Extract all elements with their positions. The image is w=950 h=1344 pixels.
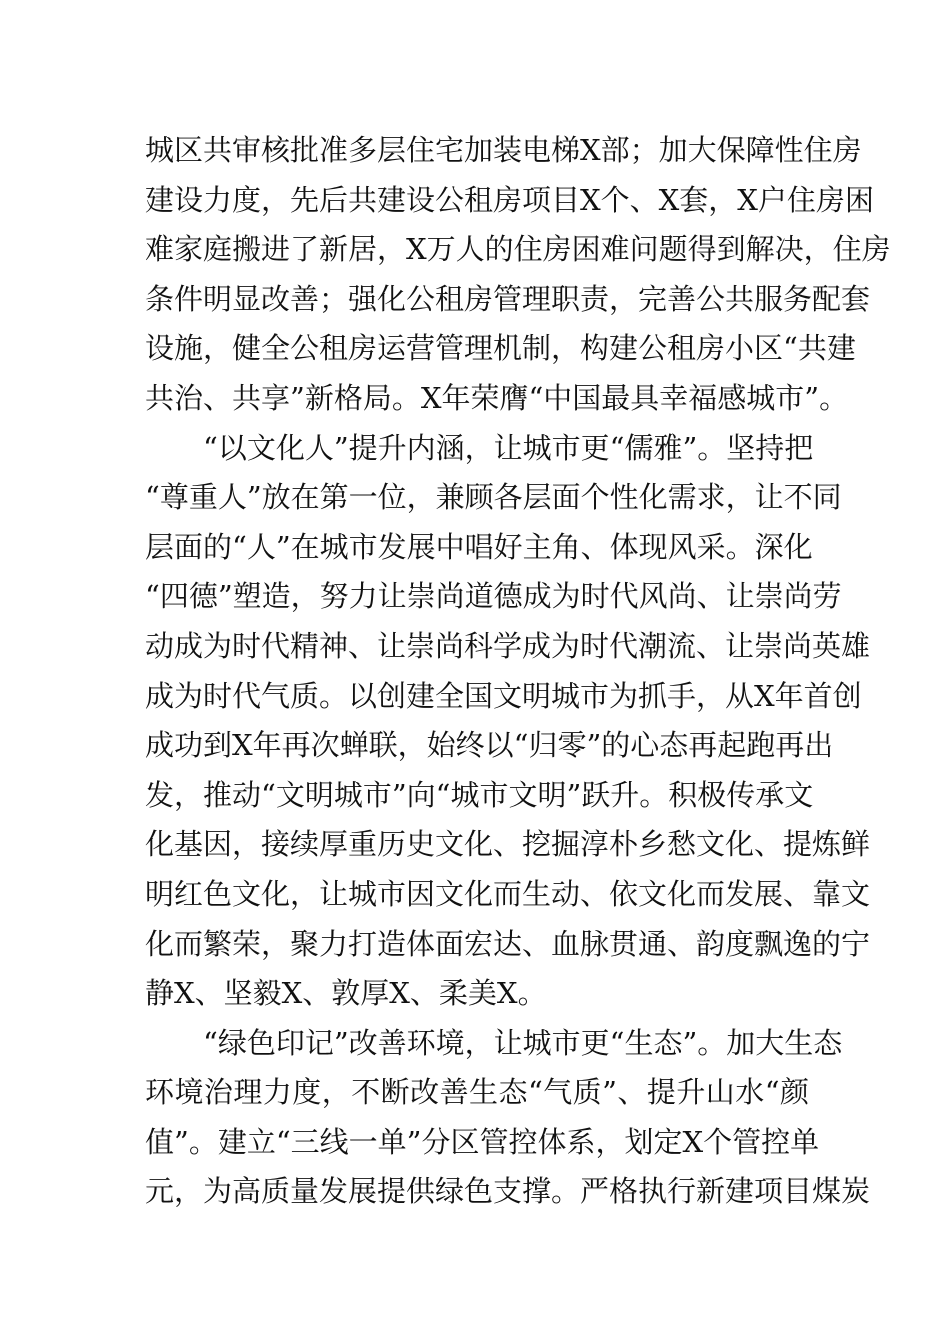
text-line: 条件明显改善；强化公租房管理职责，完善公共服务配套 bbox=[145, 281, 871, 316]
text-line: “四德”塑造，努力让崇尚道德成为时代风尚、让崇尚劳 bbox=[145, 579, 842, 614]
paragraph-culture bbox=[145, 424, 871, 1019]
text-line: 建设力度，先后共建设公租房项目X个、X套，X户住房困 bbox=[145, 182, 874, 217]
text-line: 元，为高质量发展提供绿色支撑。严格执行新建项目煤炭 bbox=[145, 1174, 871, 1209]
text-line: 化基因，接续厚重历史文化、挖掘淳朴乡愁文化、提炼鲜 bbox=[145, 827, 871, 862]
paragraph-heading-line: “绿色印记”改善环境，让城市更“生态”。加大生态 bbox=[203, 1025, 843, 1060]
text-line: 动成为时代精神、让崇尚科学成为时代潮流、让崇尚英雄 bbox=[145, 628, 871, 663]
text-line: 发，推动“文明城市”向“城市文明”跃升。积极传承文 bbox=[145, 777, 814, 812]
text-line: 设施，健全公租房运营管理机制，构建公租房小区“共建 bbox=[145, 331, 856, 366]
text-line: 层面的“人”在城市发展中唱好主角、体现风采。深化 bbox=[145, 529, 813, 564]
text-line: “尊重人”放在第一位，兼顾各层面个性化需求，让不同 bbox=[145, 480, 842, 515]
text-line: 共治、共享”新格局。X年荣膺“中国最具幸福感城市”。 bbox=[145, 380, 849, 415]
text-line: 成功到X年再次蝉联，始终以“归零”的心态再起跑再出 bbox=[145, 728, 834, 763]
paragraph-heading-line: “以文化人”提升内涵，让城市更“儒雅”。坚持把 bbox=[203, 430, 814, 465]
text-line: 环境治理力度，不断改善生态“气质”、提升山水“颜 bbox=[145, 1075, 809, 1110]
text-line: 化而繁荣，聚力打造体面宏达、血脉贯通、韵度飘逸的宁 bbox=[145, 926, 871, 961]
text-line: 明红色文化，让城市因文化而生动、依文化而发展、靠文 bbox=[145, 876, 871, 911]
text-line: 难家庭搬进了新居，X万人的住房困难问题得到解决，住房 bbox=[145, 232, 891, 267]
text-line: 值”。建立“三线一单”分区管控体系，划定X个管控单 bbox=[145, 1124, 820, 1159]
text-line: 静X、坚毅X、敦厚X、柔美X。 bbox=[145, 976, 547, 1011]
text-line: 成为时代气质。以创建全国文明城市为抓手，从X年首创 bbox=[145, 678, 862, 713]
text-line: 城区共审核批准多层住宅加装电梯X部；加大保障性住房 bbox=[145, 133, 862, 167]
document-body bbox=[145, 126, 891, 1217]
paragraph-ecology bbox=[145, 1019, 871, 1217]
paragraph-housing bbox=[145, 126, 891, 424]
